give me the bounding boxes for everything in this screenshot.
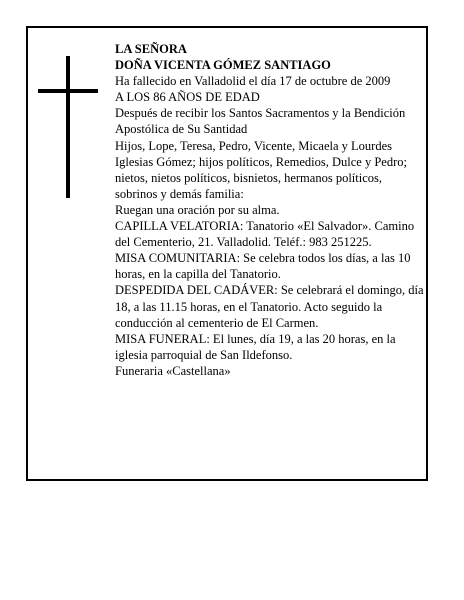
farewell-info: DESPEDIDA DEL CADÁVER: Se celebrará el domingo, día 18, a las 11.15 horas, en el Tanatorio. Acto seguido la conducción al cementerio de El Carmen.: [115, 283, 424, 330]
daily-mass-info: MISA COMUNITARIA: Se celebra todos los días, a las 10 horas, en la capilla del Tanatorio.: [115, 251, 411, 282]
age-statement: A LOS 86 AÑOS DE EDAD: [115, 90, 260, 105]
deceased-name: DOÑA VICENTA GÓMEZ SANTIAGO: [115, 58, 331, 73]
sacraments-statement: Después de recibir los Santos Sacramentos y la Bendición Apostólica de Su Santidad: [115, 106, 406, 137]
cross-vertical-bar: [66, 56, 70, 198]
prayer-request: Ruegan una oración por su alma.: [115, 202, 280, 217]
chapel-info: CAPILLA VELATORIA: Tanatorio «El Salvador». Camino del Cementerio, 21. Valladolid. Teléf.: 983 251225.: [115, 219, 415, 250]
death-statement: Ha fallecido en Valladolid el día 17 de octubre de 2009: [115, 74, 391, 89]
obituary-card: [26, 26, 428, 481]
obituary-title: LA SEÑORA: [115, 42, 187, 56]
funeral-mass-info: MISA FUNERAL: El lunes, día 19, a las 20 horas, en la iglesia parroquial de San Ildefonso.: [115, 331, 396, 362]
funeral-home: Funeraria «Castellana»: [115, 363, 231, 378]
cross-horizontal-bar: [38, 89, 98, 93]
obituary-text: [115, 41, 425, 379]
family-list: Hijos, Lope, Teresa, Pedro, Vicente, Micaela y Lourdes Iglesias Gómez; hijos políticos, Remedios, Dulce y Pedro; nietos, nietos políticos, bisnietos, hermanos políticos, sobrinos y demás familia:: [115, 138, 407, 201]
cross-icon: [38, 56, 98, 198]
